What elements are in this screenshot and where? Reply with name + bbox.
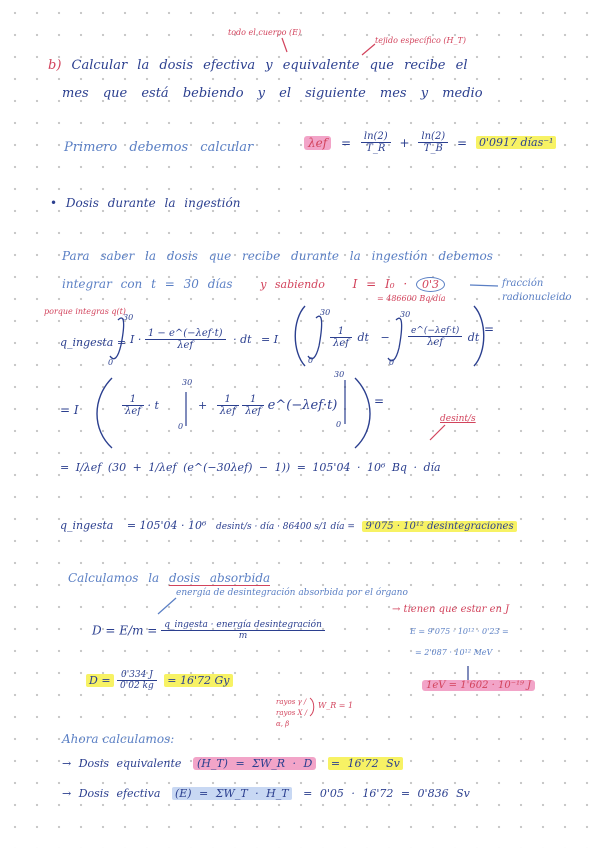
line2-body-2: + $\frac{1}{\text{λef}}$ $\frac{1}{\text{λef}}$ e^(−λef·t) (198, 394, 338, 417)
ev-conversion: 1eV = 1'602 · 10⁻¹⁹ J (422, 680, 535, 691)
e-calc-2: = 2'087 · 10¹² MeV (415, 648, 493, 657)
line2-prefix: = I (60, 403, 79, 417)
question-line-1 (48, 58, 467, 73)
arrow-desint (430, 425, 445, 440)
paren-open (97, 378, 112, 448)
annotation-todo-cuerpo: todo el cuerpo (E) (228, 28, 302, 37)
dosis-efectiva-result: = 0'05 · 16'72 = 0'836 Sv (303, 787, 470, 800)
energy-note: energía de desintegración absorbida por el órgano (176, 588, 408, 598)
paren-open (295, 306, 305, 366)
final-intro: Ahora calculamos: (62, 732, 175, 746)
arrow-energy (158, 598, 176, 614)
d-calc: D = $\frac{0'334 J}{0'02 kg}$ = 16'72 Gy (86, 670, 233, 691)
question-text-1: Calcular la dosis efectiva y equivalente que recibe el (71, 58, 468, 73)
dosis-equivalente-result: = 16'72 Sv (328, 757, 403, 770)
integrand-1: I · $\frac{\text{1 − e\textasciicircum{}(−λef·t)}}{\text{λef}}$ · dt = I (130, 328, 279, 351)
fraction-ln2-tb: $\frac{\ln(2)}{T\_B}$ (418, 131, 448, 154)
rayos-label: rayos γ / rayos X / α, β (276, 698, 308, 728)
lambda-equation: λef = $\frac{\ln(2)}{T\_R}$ + $\frac{\ln(2)}{T\_B}$ = 0'0917 días⁻¹ (304, 131, 556, 154)
line2-body: $\frac{1}{\text{λef}}$ · t (122, 394, 159, 417)
formula-d: D = E/m = $\frac{\text{q\_ingesta · energía desintegración}}{m}$ (92, 620, 325, 641)
arrow-note-j: → tienen que estar en J (392, 604, 510, 615)
annotation-desint-s: desint/s (440, 414, 476, 424)
integrand-2: $\frac{1}{\text{λef}}$ dt − (330, 326, 396, 349)
line4-result: 9'075 · 10¹² desintegraciones (362, 521, 516, 532)
lambda-result: 0'0917 días⁻¹ (476, 136, 557, 149)
io-factor: 0'3 (416, 277, 445, 292)
q-ingesta-label: q_ingesta = (60, 336, 127, 349)
integrand-3: $\frac{\text{e\textasciicircum{}(−λef·t)}}{\text{λef}}$ dt (408, 326, 479, 348)
arrow-tejido (362, 44, 375, 55)
fraccion-label-2: radionucleido (502, 292, 572, 303)
annotation-porque-integras: porque integras q(t) (44, 307, 126, 316)
question-line-2: mes que está bebiendo y el siguiente mes y medio (62, 86, 483, 101)
integral-sign (308, 316, 322, 359)
lambda-intro: Primero debemos calcular (64, 140, 254, 155)
line4: q_ingesta = 105'04 · 10⁶ desint/s · día · 86400 s/1 día = 9'075 · 10¹² desintegraciones (60, 519, 517, 532)
annotation-tejido: tejido específico (H_T) (375, 36, 466, 45)
fraction-ln2-tr: $\frac{\ln(2)}{T\_R}$ (361, 131, 391, 154)
ingestion-para-1: Para saber la dosis que recibe durante la ingestión debemos (62, 249, 493, 263)
line3-result: = I/λef (30 + 1/λef (e^(−30λef) − 1)) = 105'04 · 10⁶ Bq · día (60, 461, 441, 474)
dosis-efectiva-line: → Dosis efectiva (E) = ΣW_T · H_T = 0'05 · 16'72 = 0'836 Sv (62, 787, 470, 800)
wr-label: W_R = 1 (318, 701, 354, 710)
arrow-fraccion (470, 285, 498, 286)
absorbed-title: Calculamos la dosis absorbida (68, 571, 271, 585)
lambda-symbol: λef (304, 136, 331, 150)
arrow-todo-cuerpo (282, 38, 287, 52)
e-calc-1: E = 9'075 · 10¹² · 0'23 = (410, 627, 509, 636)
part-label: b) (48, 58, 62, 73)
d-result: = 16'72 Gy (164, 674, 232, 687)
paren-close (355, 378, 370, 448)
bracket-rayos (310, 698, 314, 716)
dosis-equivalente-line: → Dosis equivalente (H_T) = ΣW_R · D = 16'72 Sv (62, 757, 403, 770)
ingestion-para-2: integrar con t = 30 días y sabiendo I = I₀ · 0'3 (62, 277, 445, 291)
io-value: = 486600 Bq/día (377, 294, 446, 303)
bullet-dosis-ingestion: • Dosis durante la ingestión (50, 196, 241, 210)
fraccion-label-1: fracción (502, 278, 544, 289)
